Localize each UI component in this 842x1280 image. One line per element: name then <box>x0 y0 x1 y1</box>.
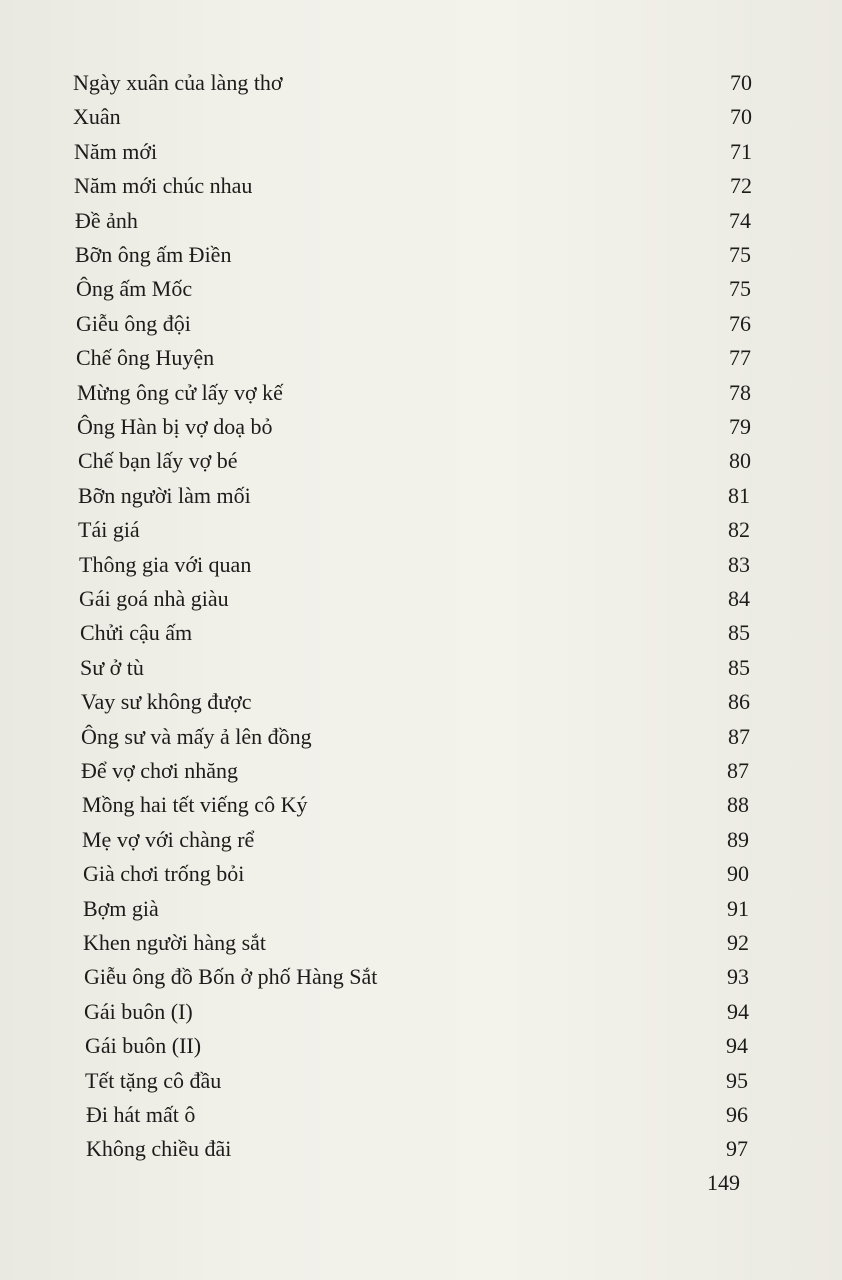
toc-entry-title: Gái buôn (II) <box>85 1033 202 1059</box>
toc-entry-title: Chửi cậu ấm <box>80 620 193 646</box>
toc-entry <box>0 1031 842 1063</box>
toc-entry <box>0 343 842 375</box>
toc-entry-page: 78 <box>729 379 751 405</box>
toc-entry-title: Không chiều đãi <box>86 1136 232 1162</box>
toc-entry-page: 87 <box>727 758 749 783</box>
toc-entry-page: 81 <box>728 482 750 508</box>
toc-entry-page: 70 <box>730 104 752 130</box>
toc-entry <box>0 481 842 513</box>
toc-entry-title: Khen người hàng sắt <box>83 930 267 955</box>
toc-entry-title: Năm mới chúc nhau <box>74 173 253 199</box>
toc-entry-page: 89 <box>727 826 749 852</box>
toc-entry-title: Bỡn người làm mối <box>78 482 251 508</box>
toc-entry <box>0 171 842 203</box>
toc-entry <box>0 412 842 444</box>
toc-entry-page: 94 <box>727 998 749 1024</box>
toc-entry-title: Ông ấm Mốc <box>76 276 193 302</box>
toc-entry <box>0 1066 842 1098</box>
toc-entry-page: 83 <box>728 551 750 577</box>
toc-entry <box>0 859 842 891</box>
toc-entry-page: 91 <box>727 895 749 921</box>
toc-entry-page: 80 <box>729 448 751 474</box>
toc-entry-title: Đề ảnh <box>75 207 138 233</box>
toc-entry-page: 71 <box>730 138 752 164</box>
toc-entry <box>0 722 842 754</box>
toc-entry <box>0 137 842 169</box>
toc-entry-title: Ông sư và mấy ả lên đồng <box>81 723 312 749</box>
toc-entry <box>0 790 842 822</box>
toc-entry-title: Sư ở tù <box>80 654 144 680</box>
toc-entry-title: Chế bạn lấy vợ bé <box>78 448 238 474</box>
toc-entry-page: 94 <box>726 1033 748 1059</box>
toc-entry <box>0 378 842 410</box>
toc-entry <box>0 446 842 478</box>
toc-entry <box>0 653 842 685</box>
toc-entry-page: 76 <box>729 310 751 336</box>
toc-entry-page: 90 <box>727 861 749 887</box>
toc-entry-page: 82 <box>728 517 750 543</box>
toc-entry-title: Ông Hàn bị vợ doạ bỏ <box>77 414 273 439</box>
toc-entry-title: Gái buôn (I) <box>84 998 193 1024</box>
toc-entry <box>0 274 842 306</box>
toc-entry-title: Thông gia với quan <box>79 551 252 577</box>
toc-entry <box>0 997 842 1029</box>
toc-entry <box>0 206 842 238</box>
toc-entry-page: 87 <box>728 723 750 749</box>
toc-entry-page: 92 <box>727 930 749 955</box>
toc-entry-page: 85 <box>728 654 750 680</box>
toc-entry-title: Ngày xuân của làng thơ <box>73 70 283 95</box>
toc-entry-title: Mừng ông cử lấy vợ kế <box>77 379 283 405</box>
toc-entry <box>0 687 842 719</box>
toc-entry-page: 93 <box>727 964 749 990</box>
toc-entry-page: 70 <box>730 70 752 95</box>
toc-entry-title: Giễu ông đồ Bốn ở phố Hàng Sắt <box>84 964 378 990</box>
toc-entry <box>0 962 842 994</box>
toc-entry-title: Xuân <box>73 104 121 130</box>
toc-entry <box>0 1134 842 1166</box>
toc-entry-page: 74 <box>729 207 751 233</box>
toc-entry-title: Mồng hai tết viếng cô Ký <box>82 792 308 818</box>
toc-entry-page: 97 <box>726 1136 748 1162</box>
toc-entry-page: 79 <box>729 414 751 439</box>
toc-entry-page: 86 <box>728 689 750 715</box>
toc-entry <box>0 894 842 926</box>
toc-entry-title: Đi hát mất ô <box>86 1102 196 1127</box>
toc-entry-title: Chế ông Huyện <box>76 345 215 371</box>
toc-entry <box>0 756 842 788</box>
toc-entry-page: 85 <box>728 620 750 646</box>
toc-entry-page: 72 <box>730 173 752 199</box>
toc-entry-page: 88 <box>727 792 749 818</box>
toc-entry <box>0 1100 842 1132</box>
toc-entry <box>0 550 842 582</box>
toc-entry-title: Tết tặng cô đầu <box>85 1067 222 1093</box>
toc-entry-title: Bợm già <box>83 895 159 921</box>
toc-entry-page: 77 <box>729 345 751 371</box>
toc-entry <box>0 618 842 650</box>
toc-entry <box>0 102 842 134</box>
toc-entry-title: Mẹ vợ với chàng rể <box>82 826 255 852</box>
toc-entry-page: 75 <box>729 242 751 267</box>
toc-entry <box>0 928 842 960</box>
toc-entry <box>0 584 842 616</box>
toc-entry <box>0 309 842 341</box>
toc-entry-page: 95 <box>726 1067 748 1093</box>
toc-entry-title: Để vợ chơi nhăng <box>81 758 239 783</box>
toc-entry-title: Giễu ông đội <box>76 310 191 336</box>
toc-entry <box>0 515 842 547</box>
toc-entry-page: 84 <box>728 586 750 611</box>
toc-entry-title: Gái goá nhà giàu <box>79 586 229 611</box>
toc-entry-page: 75 <box>729 276 751 302</box>
toc-entry-title: Vay sư không được <box>81 689 252 715</box>
toc-entry <box>0 68 842 100</box>
toc-entry-page: 96 <box>726 1102 748 1127</box>
toc-entry <box>0 825 842 857</box>
page-number: 149 <box>707 1170 740 1195</box>
toc-entry-title: Năm mới <box>74 138 158 164</box>
toc-entry <box>0 240 842 272</box>
toc-entry-title: Bỡn ông ấm Điền <box>75 242 232 267</box>
toc-entry-title: Tái giá <box>78 517 140 543</box>
toc-entry-title: Già chơi trống bỏi <box>83 861 245 887</box>
